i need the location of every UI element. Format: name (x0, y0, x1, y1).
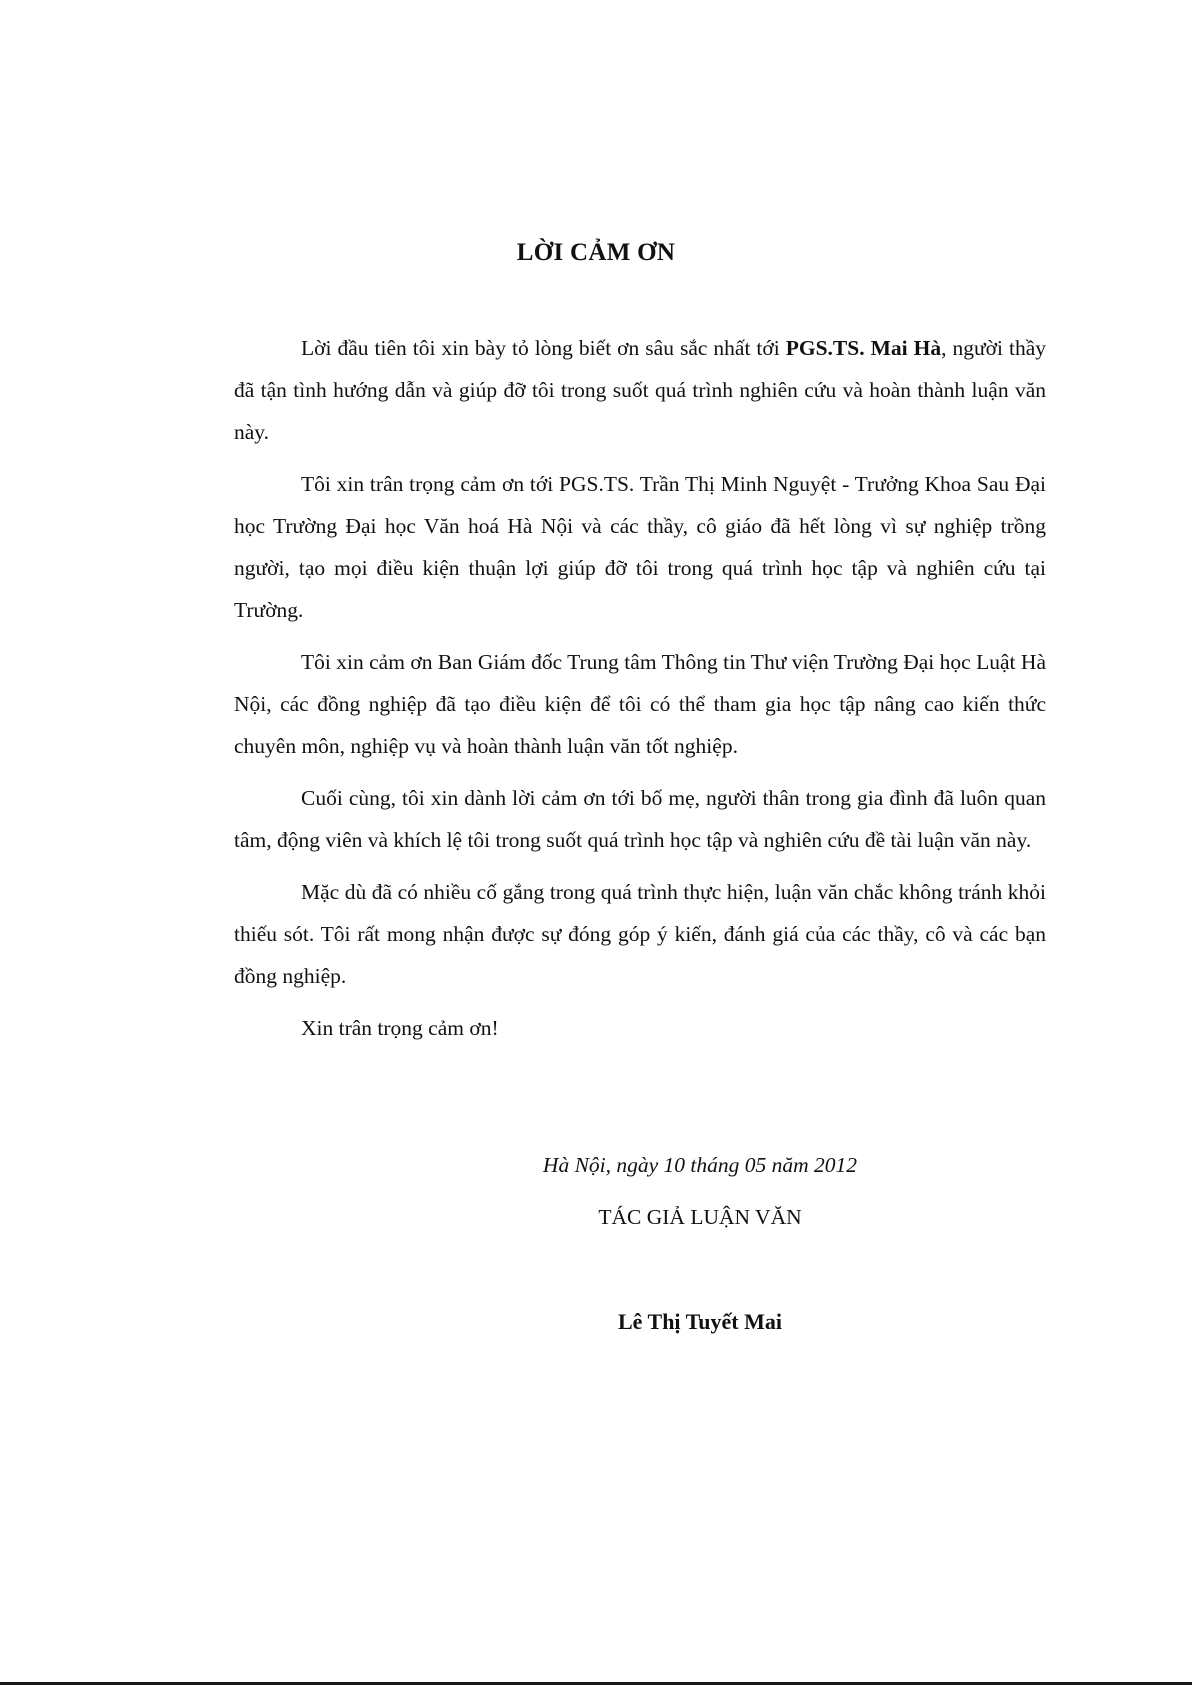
paragraph-1-lead: Lời đầu tiên tôi xin bày tỏ lòng biết ơn sâu sắc nhất tới (301, 336, 786, 360)
signature-place-date: Hà Nội, ngày 10 tháng 05 năm 2012 (542, 1153, 858, 1177)
signature-name: Lê Thị Tuyết Mai (617, 1309, 783, 1334)
signature-role: TÁC GIẢ LUẬN VĂN (598, 1205, 802, 1229)
paragraph-1-rest: , người thầy đã tận tình hướng dẫn và giúp đỡ tôi trong suốt quá trình nghiên cứu và hoàn thành luận văn này. (234, 336, 1046, 444)
advisor-name: PGS.TS. Mai Hà (785, 336, 942, 360)
acknowledgement-body (234, 327, 1046, 1049)
paragraph-3: Tôi xin cảm ơn Ban Giám đốc Trung tâm Thông tin Thư viện Trường Đại học Luật Hà Nội, các đồng nghiệp đã tạo điều kiện để tôi có thể tham gia học tập nâng cao kiến thức chuyên môn, nghiệp vụ và hoàn thành luận văn tốt nghiệp. (234, 650, 1046, 758)
page-title: LỜI CẢM ƠN (516, 239, 676, 266)
paragraph-4: Cuối cùng, tôi xin dành lời cảm ơn tới bố mẹ, người thân trong gia đình đã luôn quan tâm, động viên và khích lệ tôi trong suốt quá trình học tập và nghiên cứu đề tài luận văn này. (234, 786, 1046, 852)
paragraph-2: Tôi xin trân trọng cảm ơn tới PGS.TS. Trần Thị Minh Nguyệt - Trưởng Khoa Sau Đại học Trường Đại học Văn hoá Hà Nội và các thầy, cô giáo đã hết lòng vì sự nghiệp trồng người, tạo mọi điều kiện thuận lợi giúp đỡ tôi trong quá trình học tập và nghiên cứu tại Trường. (234, 472, 1046, 622)
paragraph-1 (234, 327, 1046, 453)
paragraph-5: Mặc dù đã có nhiều cố gắng trong quá trình thực hiện, luận văn chắc không tránh khỏi thiếu sót. Tôi rất mong nhận được sự đóng góp ý kiến, đánh giá của các thầy, cô và các bạn đồng nghiệp. (234, 880, 1046, 988)
closing-line: Xin trân trọng cảm ơn! (301, 1016, 499, 1040)
